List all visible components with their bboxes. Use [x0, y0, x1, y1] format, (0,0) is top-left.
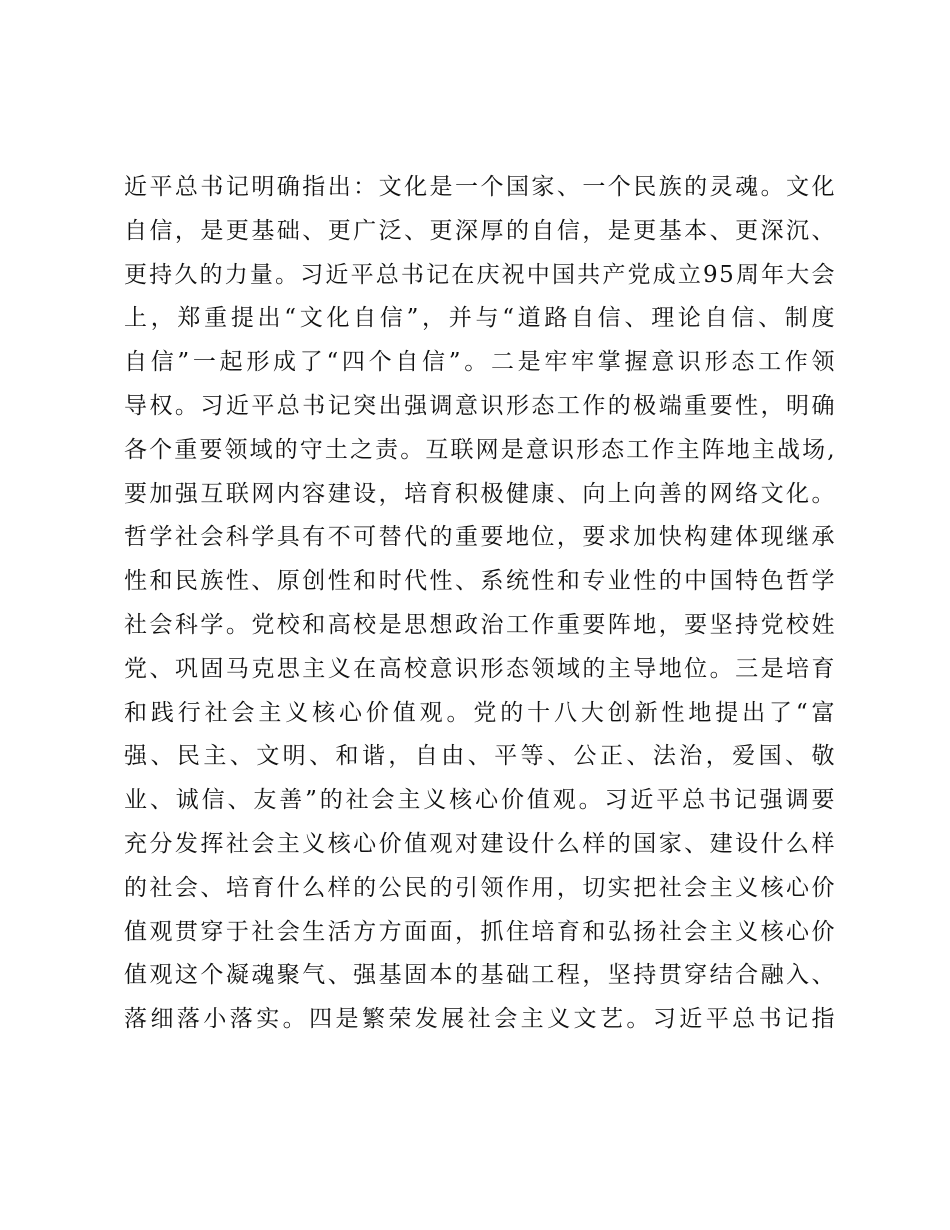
- text-line-9: 哲学社会科学具有不可替代的重要地位，要求加快构建体现继承: [124, 524, 836, 551]
- text-line-3: 更持久的力量。习近平总书记在庆祝中国共产党成立95周年大会: [124, 261, 836, 288]
- text-line-15: 业、诚信、友善”的社会主义核心价值观。习近平总书记强调要: [124, 787, 836, 814]
- text-line-10: 性和民族性、原创性和时代性、系统性和专业性的中国特色哲学: [124, 568, 836, 595]
- text-line-11: 社会科学。党校和高校是思想政治工作重要阵地，要坚持党校姓: [124, 611, 836, 638]
- text-line-4: 上，郑重提出“文化自信”，并与“道路自信、理论自信、制度: [124, 305, 836, 332]
- text-line-7: 各个重要领域的守土之责。互联网是意识形态工作主阵地主战场,: [124, 436, 836, 463]
- text-line-20: 落细落小落实。四是繁荣发展社会主义文艺。习近平总书记指: [124, 1006, 836, 1033]
- text-line-6: 导权。习近平总书记突出强调意识形态工作的极端重要性，明确: [124, 392, 836, 419]
- text-line-16: 充分发挥社会主义核心价值观对建设什么样的国家、建设什么样: [124, 830, 836, 857]
- text-line-19: 值观这个凝魂聚气、强基固本的基础工程，坚持贯穿结合融入、: [124, 962, 836, 989]
- text-line-18: 值观贯穿于社会生活方方面面，抓住培育和弘扬社会主义核心价: [124, 918, 836, 945]
- text-line-14: 强、民主、文明、和谐，自由、平等、公正、法治，爱国、敬: [124, 743, 836, 770]
- text-line-8: 要加强互联网内容建设，培育积极健康、向上向善的网络文化。: [124, 480, 836, 507]
- text-line-1: 近平总书记明确指出：文化是一个国家、一个民族的灵魂。文化: [124, 174, 836, 200]
- body-paragraph: [124, 166, 836, 1042]
- text-line-2: 自信，是更基础、更广泛、更深厚的自信，是更基本、更深沉、: [124, 217, 836, 244]
- text-line-13: 和践行社会主义核心价值观。党的十八大创新性地提出了“富: [124, 699, 836, 726]
- text-line-5: 自信”一起形成了“四个自信”。二是牢牢掌握意识形态工作领: [124, 349, 836, 376]
- text-line-17: 的社会、培育什么样的公民的引领作用，切实把社会主义核心价: [124, 874, 836, 901]
- text-line-12: 党、巩固马克思主义在高校意识形态领域的主导地位。三是培育: [124, 655, 836, 682]
